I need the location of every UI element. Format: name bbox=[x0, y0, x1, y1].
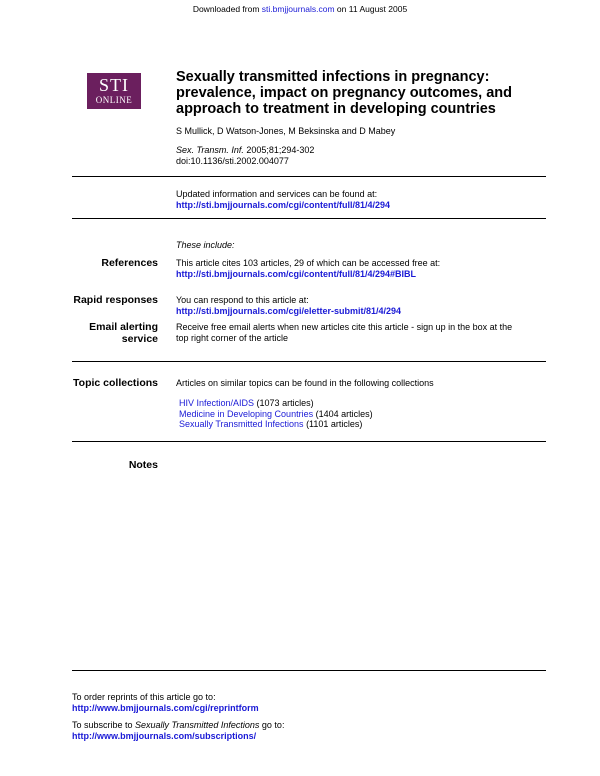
download-source-link[interactable]: sti.bmjjournals.com bbox=[261, 4, 335, 14]
download-notice-prefix: Downloaded from bbox=[192, 4, 262, 14]
reprints-link[interactable]: http://www.bmjjournals.com/cgi/reprintform bbox=[72, 703, 259, 713]
logo-line-1: STI bbox=[99, 75, 129, 95]
topic-link[interactable]: Sexually Transmitted Infections bbox=[179, 419, 304, 429]
references-section bbox=[176, 258, 548, 280]
reprints-section bbox=[72, 692, 259, 714]
topic-count: (1101 articles) bbox=[303, 419, 363, 429]
email-alerting-text-line-1: Receive free email alerts when new articles cite this article - sign up in the box at the bbox=[176, 322, 513, 332]
updated-info-text: Updated information and services can be found at: bbox=[176, 189, 378, 199]
rapid-responses-link[interactable]: http://sti.bmjjournals.com/cgi/eletter-submit/81/4/294 bbox=[176, 306, 402, 316]
email-alerting-label-line-1: Email alerting bbox=[89, 321, 158, 333]
divider bbox=[72, 670, 546, 671]
list-item bbox=[179, 398, 373, 409]
topic-collections-text: Articles on similar topics can be found in the following collections bbox=[176, 378, 434, 388]
title-line-1: Sexually transmitted infections in pregnancy: bbox=[176, 69, 490, 85]
rapid-responses-label: Rapid responses bbox=[73, 294, 158, 306]
authors: S Mullick, D Watson-Jones, M Beksinska and D Mabey bbox=[176, 126, 396, 136]
divider bbox=[72, 361, 546, 362]
reprints-text: To order reprints of this article go to: bbox=[72, 692, 216, 702]
topic-count: (1073 articles) bbox=[254, 398, 314, 408]
these-include: These include: bbox=[176, 240, 235, 250]
logo-line-2: ONLINE bbox=[95, 95, 133, 105]
title-line-3: approach to treatment in developing countries bbox=[176, 101, 496, 117]
rapid-responses-text: You can respond to this article at: bbox=[176, 295, 309, 305]
email-alerting-label-line-2: service bbox=[121, 333, 158, 345]
subscribe-text bbox=[72, 720, 284, 731]
subscribe-prefix: To subscribe to bbox=[72, 720, 136, 730]
references-label: References bbox=[101, 257, 158, 269]
article-title bbox=[176, 69, 576, 117]
list-item bbox=[179, 409, 373, 420]
subscribe-suffix: go to: bbox=[259, 720, 285, 730]
topic-link[interactable]: Medicine in Developing Countries bbox=[179, 408, 314, 419]
email-alerting-section bbox=[176, 322, 548, 344]
references-link[interactable]: http://sti.bmjjournals.com/cgi/content/full/81/4/294#BIBL bbox=[176, 269, 417, 279]
download-notice-suffix: on 11 August 2005 bbox=[334, 4, 408, 14]
journal-name: Sex. Transm. Inf. bbox=[176, 145, 244, 155]
subscribe-section bbox=[72, 720, 284, 742]
topic-count: (1404 articles) bbox=[313, 408, 373, 419]
email-alerting-label bbox=[40, 321, 158, 345]
topic-collections-label: Topic collections bbox=[73, 377, 158, 389]
download-notice bbox=[0, 4, 600, 14]
topic-collections-list bbox=[179, 398, 373, 430]
subscribe-journal: Sexually Transmitted Infections bbox=[135, 720, 260, 730]
divider bbox=[72, 441, 546, 442]
divider bbox=[72, 218, 546, 219]
list-item bbox=[179, 419, 373, 430]
sti-online-logo[interactable] bbox=[87, 73, 141, 109]
updated-info bbox=[176, 189, 390, 211]
divider bbox=[72, 176, 546, 177]
title-line-2: prevalence, impact on pregnancy outcomes, and bbox=[176, 85, 513, 101]
notes-label: Notes bbox=[128, 459, 158, 471]
citation-details: 2005;81;294-302 bbox=[243, 145, 315, 155]
topic-link[interactable]: HIV Infection/AIDS bbox=[179, 398, 255, 408]
references-text: This article cites 103 articles, 29 of which can be accessed free at: bbox=[176, 258, 441, 268]
subscribe-link[interactable]: http://www.bmjjournals.com/subscriptions/ bbox=[72, 731, 257, 741]
email-alerting-text-line-2: top right corner of the article bbox=[176, 333, 289, 343]
updated-info-link[interactable]: http://sti.bmjjournals.com/cgi/content/full/81/4/294 bbox=[176, 200, 391, 210]
doi: doi:10.1136/sti.2002.004077 bbox=[176, 156, 289, 166]
citation bbox=[176, 145, 314, 167]
rapid-responses-section bbox=[176, 295, 548, 317]
